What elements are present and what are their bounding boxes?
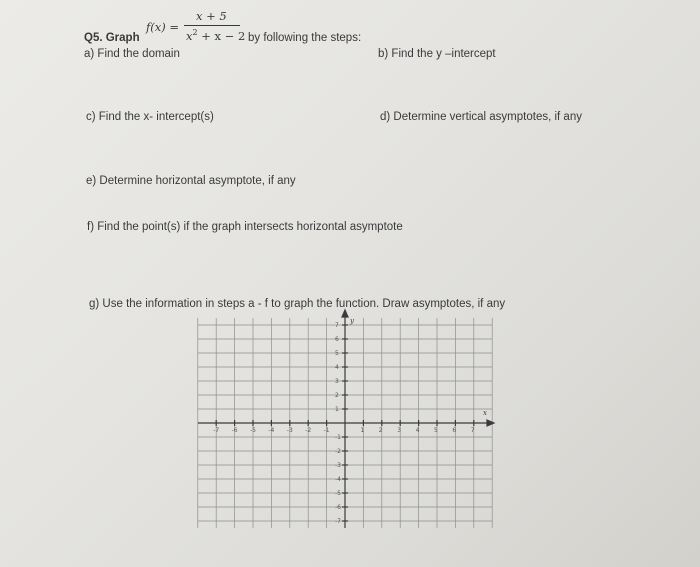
step-e: e) Determine horizontal asymptote, if any	[86, 175, 296, 187]
y-tick-label: -5	[335, 490, 341, 497]
y-tick-label: 4	[335, 364, 339, 371]
x-tick-label: 5	[434, 427, 438, 434]
denominator-base: x	[186, 29, 193, 43]
y-tick-label: 7	[335, 322, 339, 329]
y-tick-label: -4	[335, 476, 341, 483]
x-tick-label: 1	[360, 427, 365, 434]
step-f: f) Find the point(s) if the graph intersects horizontal asymptote	[87, 221, 403, 233]
function-name: f(x) =	[146, 20, 180, 34]
x-tick-label: -3	[286, 427, 293, 434]
x-tick-label: 6	[452, 427, 457, 434]
y-tick-label: -7	[335, 518, 341, 525]
denominator-rest: + x − 2	[197, 29, 246, 43]
x-tick-label: -1	[323, 427, 330, 434]
x-tick-label: -2	[305, 427, 312, 434]
x-tick-label: 4	[415, 427, 420, 434]
x-tick-label: -5	[250, 427, 256, 434]
y-tick-label: 5	[335, 350, 339, 357]
x-tick-label: -6	[231, 427, 238, 434]
denominator-exponent: 2	[192, 28, 198, 37]
y-axis-arrow	[342, 310, 348, 317]
y-tick-label: -3	[335, 462, 341, 469]
x-tick-label: 2	[378, 427, 383, 434]
step-g: g) Use the information in steps a - f to graph the function. Draw asymptotes, if any	[89, 298, 506, 310]
step-c: c) Find the x- intercept(s)	[86, 111, 214, 123]
y-tick-label: 6	[335, 336, 339, 343]
x-tick-label: -4	[268, 427, 275, 434]
x-axis-label: x	[483, 409, 487, 417]
y-tick-label: -6	[335, 504, 341, 511]
function-numerator: x + 5	[196, 9, 227, 23]
step-a: a) Find the domain	[84, 48, 180, 60]
y-tick-label: 2	[335, 392, 339, 399]
y-tick-label: -1	[335, 434, 341, 441]
x-axis-arrow	[487, 420, 494, 426]
x-tick-label: 3	[397, 427, 402, 434]
y-tick-label: 3	[335, 378, 339, 385]
x-tick-label: 7	[470, 427, 475, 434]
y-tick-label: -2	[335, 448, 341, 455]
x-tick-label: -7	[213, 427, 220, 434]
y-tick-label: 1	[335, 406, 339, 413]
question-instruction: by following the steps:	[248, 32, 362, 44]
y-axis-label: y	[350, 317, 354, 325]
step-d: d) Determine vertical asymptotes, if any	[380, 111, 582, 123]
question-label: Q5. Graph	[84, 32, 140, 44]
step-b: b) Find the y –intercept	[378, 48, 496, 60]
